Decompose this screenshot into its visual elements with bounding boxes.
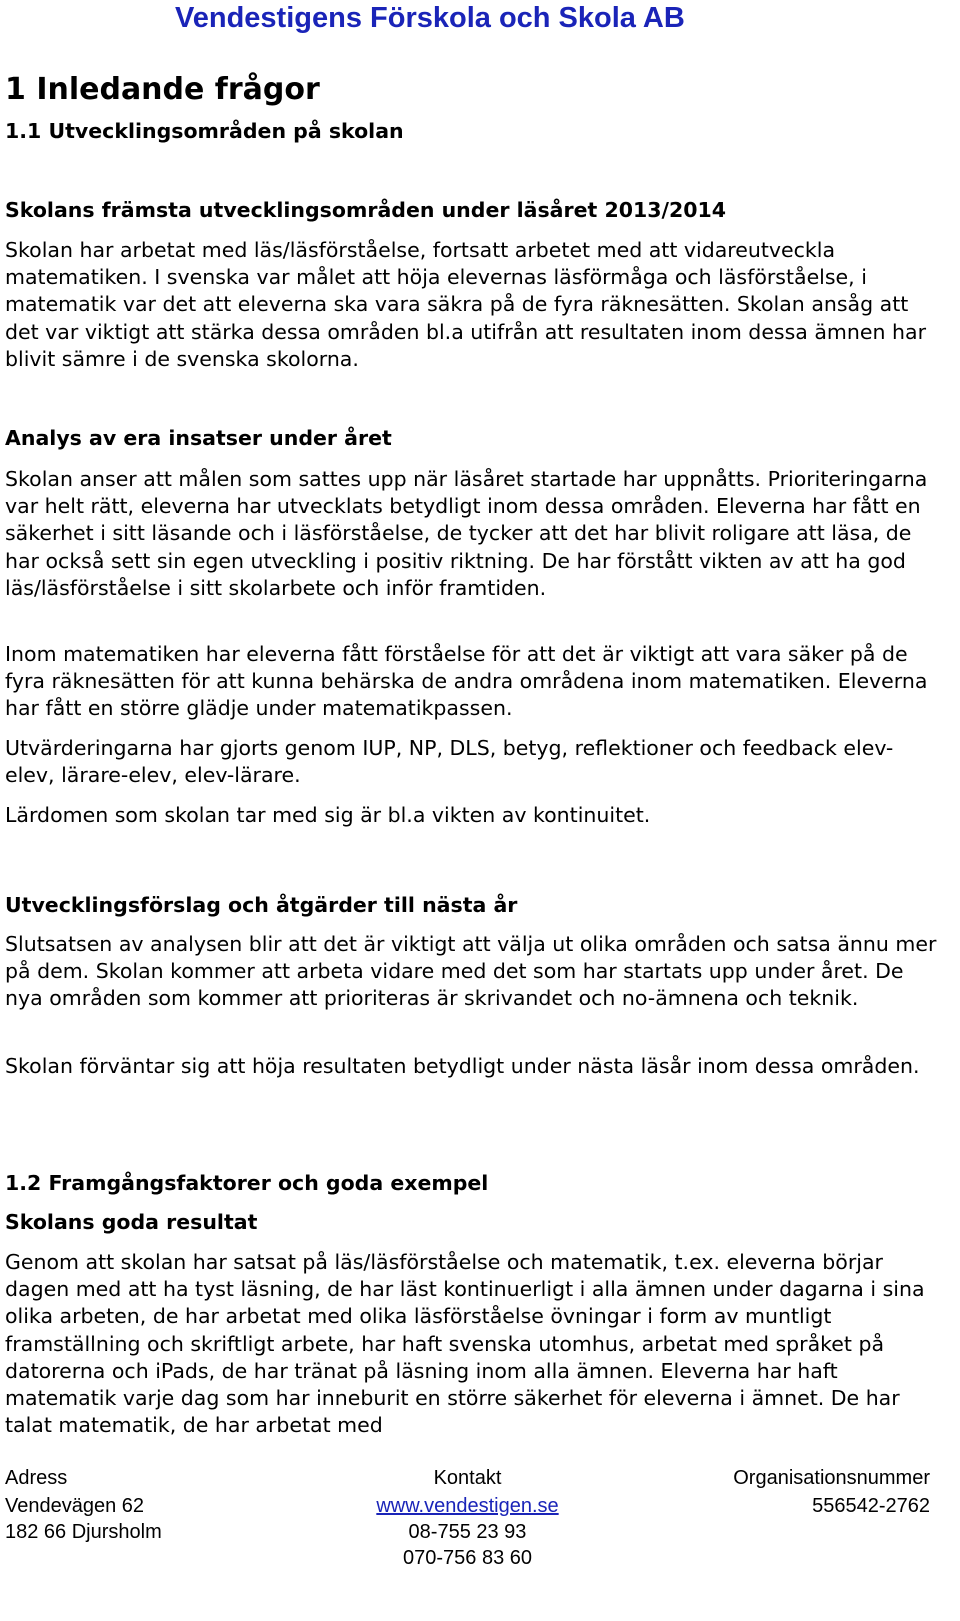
section-1-heading: 1 Inledande frågor xyxy=(5,72,320,107)
footer-address-label: Adress xyxy=(5,1467,68,1489)
analysis-paragraph-2: Inom matematiken har eleverna fått förståelse för att det är viktigt att vara säker på de fyra räknesätten för att kunna behärska de andra områdena inom matematiken. Eleverna har fått en större glädje under matematikpassen. xyxy=(5,642,928,721)
analysis-paragraph-3: Utvärderingarna har gjorts genom IUP, NP, DLS, betyg, reflektioner och feedback elev-elev, lärare-elev, elev-lärare. xyxy=(5,736,894,788)
proposals-paragraph-2: Skolan förväntar sig att höja resultaten betydligt under nästa läsår inom dessa områden. xyxy=(5,1054,920,1078)
proposals-paragraph-1: Slutsatsen av analysen blir att det är viktigt att välja ut olika områden och satsa ännu mer på dem. Skolan kommer att arbeta vidare med det som har startats upp under året. De nya områden som kommer att prioriteras är skrivandet och no-ämnena och teknik. xyxy=(5,932,937,1011)
analysis-paragraph-4: Lärdomen som skolan tar med sig är bl.a vikten av kontinuitet. xyxy=(5,803,651,827)
priorities-paragraph: Skolan har arbetat med läs/läsförståelse, fortsatt arbetet med att vidareutveckla matematiken. I svenska var målet att höja elevernas läsförmåga och läsförståelse, i matematik var det att eleverna ska vara säkra på de fyra räknesätten. Skolan ansåg att det var viktigt att stärka dessa områden bl.a utifrån att resultaten inom dessa ämnen har blivit sämre i de svenska skolorna. xyxy=(5,238,926,371)
footer-contact-column xyxy=(355,1465,580,1571)
priorities-heading: Skolans främsta utvecklingsområden under läsåret 2013/2014 xyxy=(5,198,727,222)
analysis-paragraph-1: Skolan anser att målen som sattes upp när läsåret startade har uppnåtts. Prioriteringarna var helt rätt, eleverna har utvecklats betydligt inom dessa områden. Eleverna har fått en säkerhet i sitt läsande och i läsförståelse, de tycker att det har blivit roligare att läsa, de har också sett sin egen utveckling i positiv riktning. De har förstått vikten av att ha god läs/läsförståelse i sitt skolarbete och inför framtiden. xyxy=(5,467,928,600)
footer-phone-1: 08-755 23 93 xyxy=(408,1521,527,1543)
proposals-heading: Utvecklingsförslag och åtgärder till nästa år xyxy=(5,893,518,917)
footer-website-link[interactable]: www.vendestigen.se xyxy=(376,1495,559,1517)
document-header-title: Vendestigens Förskola och Skola AB xyxy=(175,2,685,34)
footer-org-label: Organisationsnummer xyxy=(733,1467,930,1489)
results-heading: Skolans goda resultat xyxy=(5,1210,258,1234)
section-1-2-heading: 1.2 Framgångsfaktorer och goda exempel xyxy=(5,1171,489,1195)
results-paragraph: Genom att skolan har satsat på läs/läsförståelse och matematik, t.ex. eleverna börjar dagen med att ha tyst läsning, de har läst kontinuerligt i alla ämnen under dagarna i sina olika arbeten, de har arbetat med olika läsförståelse övningar i form av muntligt framställning och skriftligt arbete, har haft svenska utomhus, arbetat med språket på datorerna och iPads, de har tränat på läsning inom alla ämnen. Eleverna har haft matematik varje dag som har inneburit en större säkerhet för eleverna i ämnet. De har talat matematik, de har arbetat med xyxy=(5,1250,925,1438)
footer-phone-2: 070-756 83 60 xyxy=(402,1547,532,1569)
footer-org-number: 556542-2762 xyxy=(812,1495,930,1517)
footer-address-line2: 182 66 Djursholm xyxy=(5,1521,162,1543)
document-footer xyxy=(0,1465,960,1621)
section-1-1-heading: 1.1 Utvecklingsområden på skolan xyxy=(5,119,404,143)
footer-contact-label: Kontakt xyxy=(433,1467,502,1489)
footer-address-line1: Vendevägen 62 xyxy=(5,1495,145,1517)
footer-address-column xyxy=(5,1465,162,1545)
footer-org-column xyxy=(733,1465,930,1519)
analysis-heading: Analys av era insatser under året xyxy=(5,426,392,450)
